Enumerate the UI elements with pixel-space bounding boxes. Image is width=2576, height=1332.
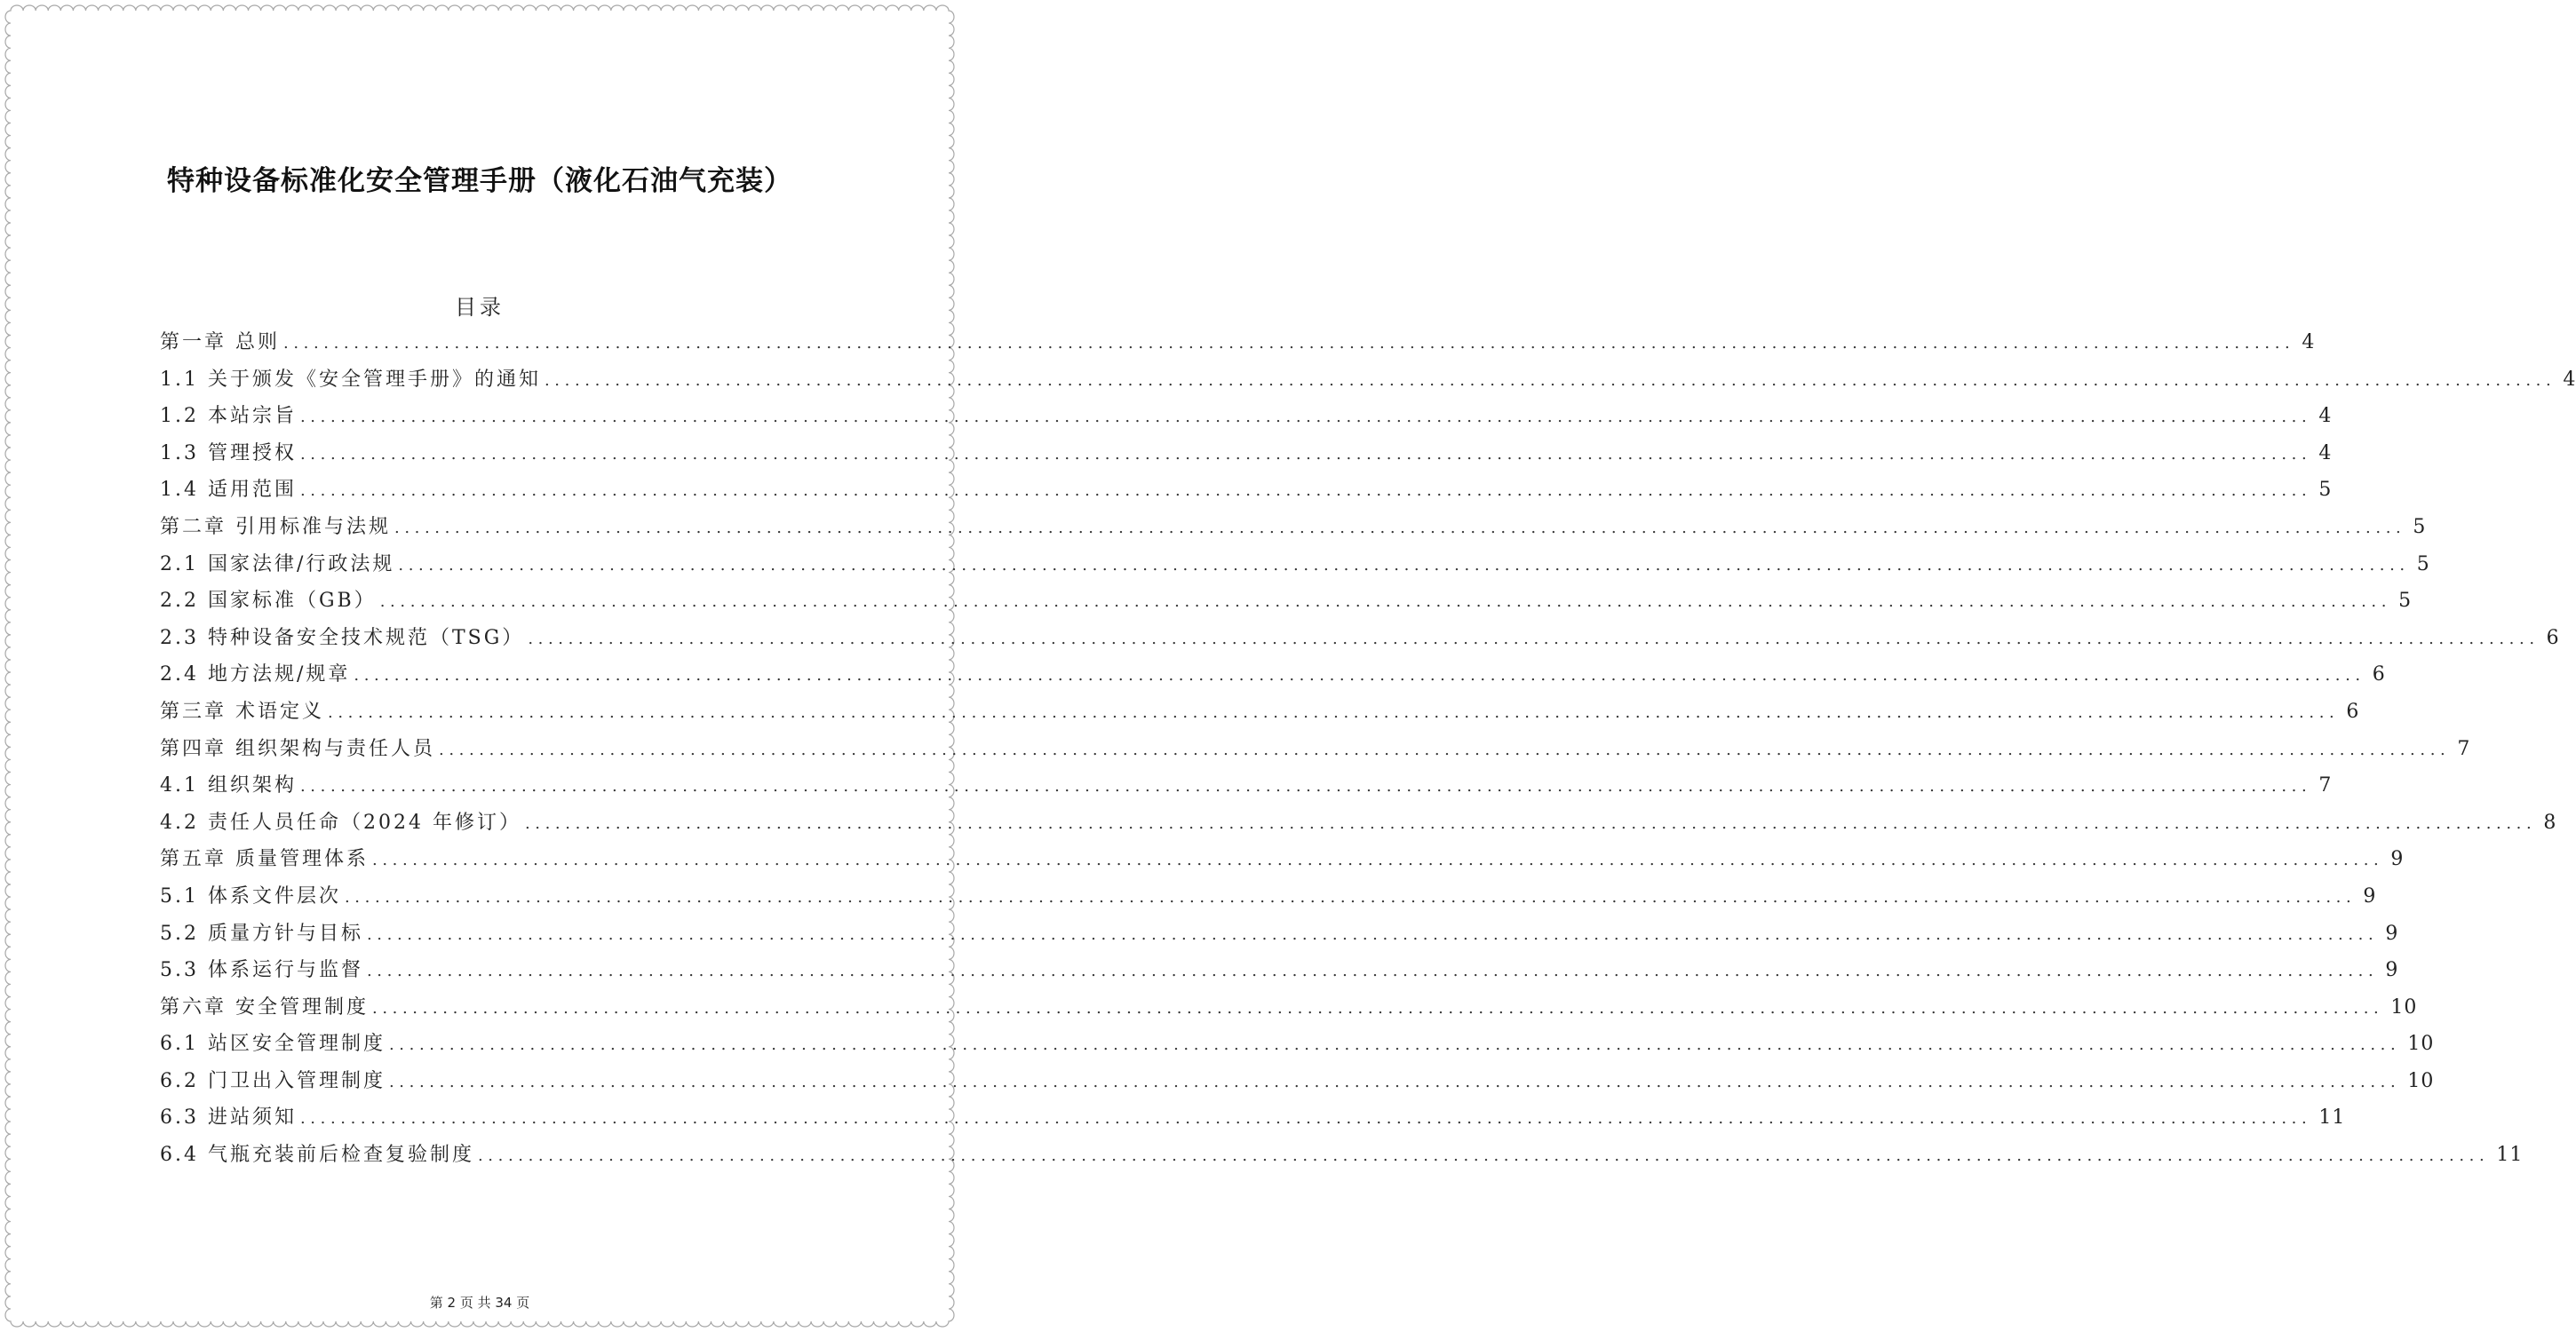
toc-leader-dots: ........................................................................................................................................................................................................ <box>299 444 2312 464</box>
toc-entry-page-number: 8 <box>2543 811 2557 834</box>
toc-leader-dots: ........................................................................................................................................................................................................ <box>477 1146 2490 1166</box>
toc-entry[interactable] <box>160 435 2333 472</box>
toc-entry[interactable] <box>160 620 2560 657</box>
toc-entry[interactable] <box>160 509 2427 546</box>
toc-entry-label: 1.2 本站宗旨 <box>160 405 297 428</box>
toc-entry[interactable] <box>160 805 2557 842</box>
toc-entry-label: 6.2 门卫出入管理制度 <box>160 1069 386 1092</box>
toc-entry-page-number: 4 <box>2318 405 2333 428</box>
toc-entry[interactable] <box>160 731 2471 768</box>
toc-entry[interactable] <box>160 1063 2435 1100</box>
toc-entry-label: 4.2 责任人员任命（2024 年修订） <box>160 811 521 834</box>
document-title: 特种设备标准化安全管理手册（液化石油气充装） <box>167 165 792 197</box>
toc-leader-dots: ........................................................................................................................................................................................................ <box>524 813 2537 833</box>
toc-entry[interactable] <box>160 878 2377 916</box>
toc-entry-page-number: 5 <box>2413 515 2427 538</box>
toc-entry-page-number: 6 <box>2546 626 2560 649</box>
toc-leader-dots: ........................................................................................................................................................................................................ <box>372 998 2384 1018</box>
toc-entry-page-number: 11 <box>2318 1106 2346 1130</box>
toc-leader-dots: ........................................................................................................................................................................................................ <box>544 370 2556 390</box>
toc-entry[interactable] <box>160 989 2418 1027</box>
toc-entry-label: 第四章 组织架构与责任人员 <box>160 737 435 760</box>
toc-entry[interactable] <box>160 1099 2346 1137</box>
toc-entry[interactable] <box>160 952 2399 989</box>
toc-entry-page-number: 10 <box>2407 1033 2435 1056</box>
toc-entry-label: 2.1 国家法律/行政法规 <box>160 552 395 575</box>
toc-entry-page-number: 6 <box>2372 663 2386 686</box>
toc-entry-label: 5.1 体系文件层次 <box>160 884 341 908</box>
toc-leader-dots: ........................................................................................................................................................................................................ <box>366 924 2379 944</box>
toc-leader-dots: ........................................................................................................................................................................................................ <box>328 702 2340 722</box>
toc-entry[interactable] <box>160 1137 2524 1174</box>
toc-entry-page-number: 5 <box>2398 590 2413 613</box>
toc-entry-label: 1.4 适用范围 <box>160 479 297 502</box>
toc-entry-label: 第二章 引用标准与法规 <box>160 515 391 538</box>
toc-entry-label: 5.3 体系运行与监督 <box>160 959 363 982</box>
toc-leader-dots: ........................................................................................................................................................................................................ <box>366 962 2379 981</box>
toc-entry-label: 6.4 气瓶充装前后检查复验制度 <box>160 1144 474 1167</box>
toc-entry[interactable] <box>160 361 2576 399</box>
toc-entry-page-number: 10 <box>2407 1069 2435 1092</box>
toc-entry-page-number: 10 <box>2390 995 2418 1019</box>
toc-entry-label: 6.1 站区安全管理制度 <box>160 1033 386 1056</box>
toc-entry-label: 第六章 安全管理制度 <box>160 995 369 1019</box>
toc-entry-page-number: 9 <box>2385 922 2399 945</box>
toc-entry-page-number: 5 <box>2416 552 2430 575</box>
toc-entry[interactable] <box>160 1026 2435 1063</box>
toc-entry[interactable] <box>160 472 2333 509</box>
page-footer: 第 2 页 共 34 页 <box>429 1295 530 1311</box>
toc-leader-dots: ........................................................................................................................................................................................................ <box>439 740 2451 759</box>
toc-leader-dots: ........................................................................................................................................................................................................ <box>398 555 2410 575</box>
toc-entry-page-number: 7 <box>2318 774 2333 797</box>
toc-entry[interactable] <box>160 841 2405 878</box>
toc-entry[interactable] <box>160 546 2430 583</box>
toc-leader-dots: ........................................................................................................................................................................................................ <box>354 666 2365 686</box>
toc-entry-page-number: 9 <box>2385 959 2399 982</box>
toc-entry-page-number: 7 <box>2457 737 2471 760</box>
toc-entry[interactable] <box>160 916 2399 953</box>
toc-entry-label: 6.3 进站须知 <box>160 1106 297 1130</box>
toc-leader-dots: ........................................................................................................................................................................................................ <box>283 334 2295 353</box>
toc-entry-page-number: 4 <box>2318 441 2333 464</box>
toc-entry-page-number: 11 <box>2496 1144 2524 1167</box>
toc-entry-page-number: 4 <box>2302 331 2316 353</box>
toc-entry[interactable] <box>160 694 2360 731</box>
toc-leader-dots: ........................................................................................................................................................................................................ <box>394 518 2406 537</box>
toc-entry-page-number: 6 <box>2346 700 2360 723</box>
toc-entry[interactable] <box>160 324 2316 361</box>
toc-entry[interactable] <box>160 767 2333 805</box>
toc-entry-label: 2.4 地方法规/规章 <box>160 663 351 686</box>
toc-entry-label: 4.1 组织架构 <box>160 774 297 797</box>
toc-entry-page-number: 5 <box>2318 479 2333 502</box>
toc-entry-label: 1.3 管理授权 <box>160 441 297 464</box>
toc-entry-label: 第一章 总则 <box>160 331 280 353</box>
toc-entry-label: 5.2 质量方针与目标 <box>160 922 363 945</box>
toc-heading: 目录 <box>455 295 505 320</box>
toc-leader-dots: ........................................................................................................................................................................................................ <box>528 629 2540 648</box>
toc-leader-dots: ........................................................................................................................................................................................................ <box>299 1109 2312 1129</box>
toc-leader-dots: ........................................................................................................................................................................................................ <box>299 481 2312 501</box>
toc-entry-page-number: 9 <box>2390 848 2405 871</box>
toc-entry-label: 第五章 质量管理体系 <box>160 848 369 871</box>
toc-leader-dots: ........................................................................................................................................................................................................ <box>299 777 2312 797</box>
toc-leader-dots: ........................................................................................................................................................................................................ <box>379 592 2392 612</box>
toc-leader-dots: ........................................................................................................................................................................................................ <box>372 851 2384 870</box>
toc-leader-dots: ........................................................................................................................................................................................................ <box>388 1035 2401 1055</box>
toc-leader-dots: ........................................................................................................................................................................................................ <box>344 887 2357 907</box>
table-of-contents <box>160 324 2576 1174</box>
toc-entry[interactable] <box>160 583 2413 620</box>
toc-entry-label: 1.1 关于颁发《安全管理手册》的通知 <box>160 368 541 391</box>
toc-entry[interactable] <box>160 398 2333 435</box>
toc-leader-dots: ........................................................................................................................................................................................................ <box>299 408 2312 427</box>
toc-entry-page-number: 4 <box>2563 368 2576 391</box>
toc-entry-label: 2.2 国家标准（GB） <box>160 590 377 613</box>
toc-entry-page-number: 9 <box>2363 884 2377 908</box>
toc-entry-label: 2.3 特种设备安全技术规范（TSG） <box>160 626 525 649</box>
toc-entry[interactable] <box>160 656 2386 694</box>
toc-entry-label: 第三章 术语定义 <box>160 700 324 723</box>
toc-leader-dots: ........................................................................................................................................................................................................ <box>388 1072 2401 1091</box>
